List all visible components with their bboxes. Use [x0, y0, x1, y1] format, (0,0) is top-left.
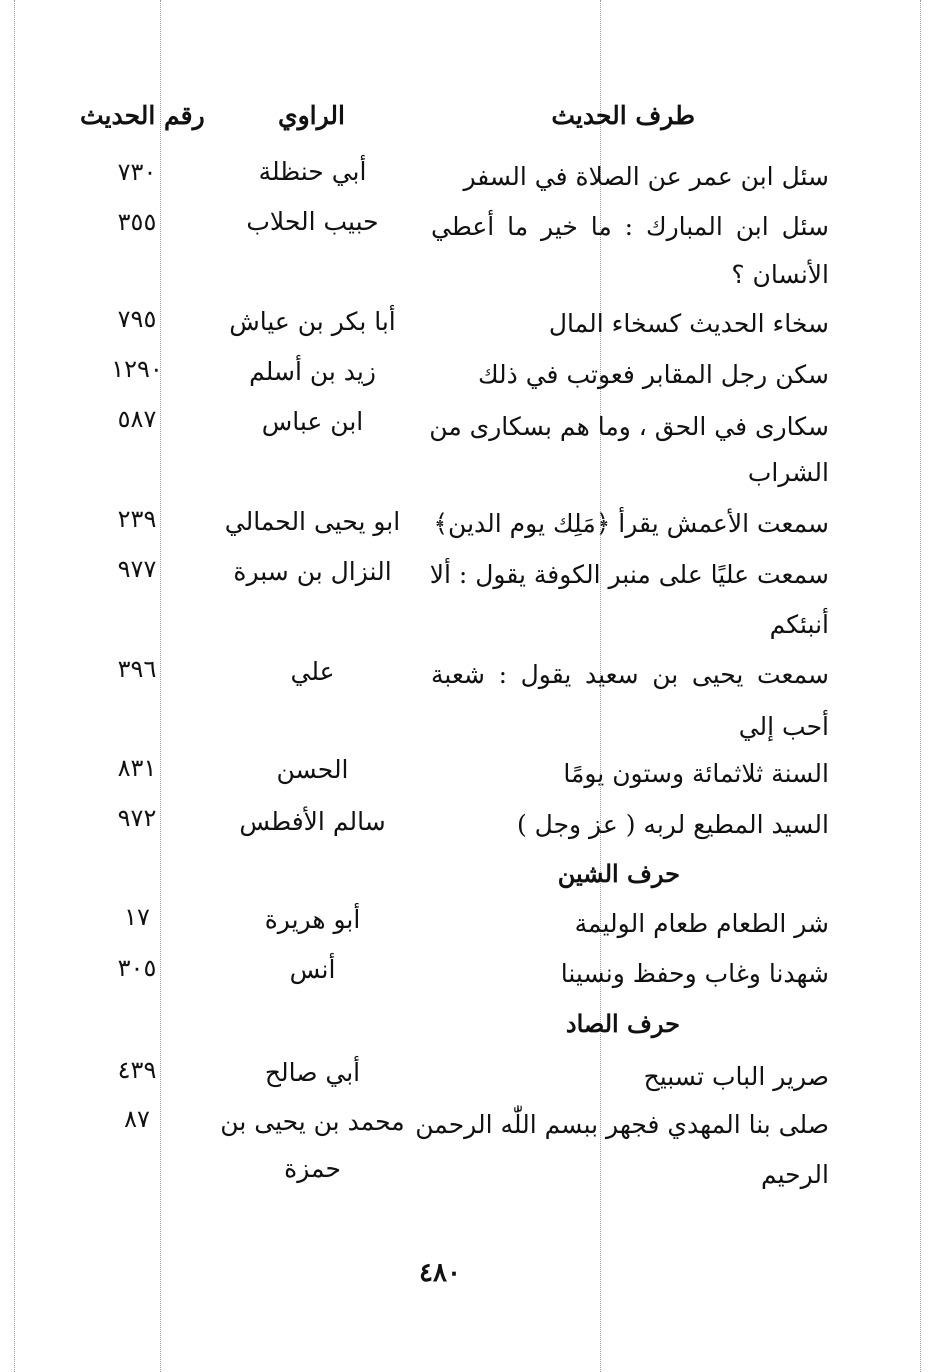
hadith-text: سمعت عليًا على منبر الكوفة يقول : ألا [429, 560, 829, 589]
hadith-text-continued: الشراب [747, 458, 829, 487]
hadith-text: شهدنا وغاب وحفظ ونسينا [560, 959, 829, 988]
rawi-name: النزال بن سبرة [233, 557, 392, 586]
rawi-name: أبي صالح [264, 1058, 361, 1087]
hadith-text: سخاء الحديث كسخاء المال [548, 309, 829, 338]
hadith-text: سمعت الأعمش يقرأ ﴿مَلِك يوم الدين﴾ [433, 509, 829, 538]
hadith-number: ٧٣٠ [117, 158, 157, 186]
hadith-text: سكارى في الحق ، وما هم بسكارى من [429, 412, 829, 441]
hadith-number: ٨٣١ [117, 754, 157, 782]
hadith-text: السنة ثلاثمائة وستون يومًا [563, 759, 829, 788]
hadith-text: سئل ابن المبارك : ما خير ما أعطي [431, 212, 829, 241]
hadith-text: سئل ابن عمر عن الصلاة في السفر [463, 162, 829, 191]
rawi-name: ابن عباس [261, 407, 364, 436]
rawi-name: محمد بن يحيى بن [220, 1107, 405, 1136]
hadith-text-continued: أحب إلي [738, 712, 829, 741]
hadith-text-continued: الأنسان ؟ [731, 260, 829, 289]
header-hadith: طرف الحديث [551, 101, 695, 130]
hadith-text-continued: أنبئكم [769, 610, 829, 639]
header-rawi: الراوي [278, 101, 345, 130]
hadith-text: صرير الباب تسبيح [643, 1062, 829, 1091]
rawi-name: الحسن [276, 755, 349, 784]
rawi-name: سالم الأفطس [239, 807, 386, 836]
hadith-text: سمعت يحيى بن سعيد يقول : شعبة [431, 660, 829, 689]
hadith-number: ٣٥٥ [117, 208, 157, 236]
rawi-name: ابو يحيى الحمالي [224, 507, 401, 536]
rawi-name: حبيب الحلاب [246, 207, 379, 236]
rawi-name: أبا بكر بن عياش [229, 307, 396, 336]
hadith-number: ٨٧ [124, 1105, 150, 1133]
margin-line-left [14, 0, 15, 1372]
rawi-name: أنس [289, 955, 336, 984]
hadith-number: ٢٣٩ [117, 505, 157, 533]
hadith-number: ٣٠٥ [117, 954, 157, 982]
rawi-name: زيد بن أسلم [249, 357, 376, 386]
hadith-number: ١٢٩٠ [111, 355, 163, 383]
header-number: رقم الحديث [80, 101, 205, 130]
rawi-name: علي [290, 657, 335, 686]
page-number: ٤٨٠ [419, 1258, 461, 1288]
rawi-name: أبو هريرة [264, 905, 361, 934]
hadith-number: ٤٣٩ [117, 1056, 157, 1084]
hadith-number: ٩٧٧ [117, 555, 157, 583]
hadith-text: صلى بنا المهدي فجهر ببسم اللّٰه الرحمن [415, 1110, 829, 1139]
margin-line-right [920, 0, 921, 1372]
hadith-text-continued: الرحيم [761, 1160, 829, 1189]
hadith-number: ١٧ [124, 903, 150, 931]
hadith-text: شر الطعام طعام الوليمة [574, 909, 829, 938]
hadith-number: ٥٨٧ [117, 405, 157, 433]
section-heading-sad: حرف الصاد [565, 1009, 680, 1038]
hadith-number: ٩٧٢ [117, 804, 157, 832]
hadith-text: السيد المطيع لربه ( عز وجل ) [516, 810, 829, 839]
rawi-name: أبي حنظلة [258, 157, 367, 186]
rawi-name-continued: حمزة [284, 1154, 341, 1183]
hadith-number: ٧٩٥ [117, 305, 157, 333]
hadith-number: ٣٩٦ [117, 655, 157, 683]
hadith-text: سكن رجل المقابر فعوتب في ذلك [477, 360, 829, 389]
section-heading-shin: حرف الشين [557, 859, 680, 888]
